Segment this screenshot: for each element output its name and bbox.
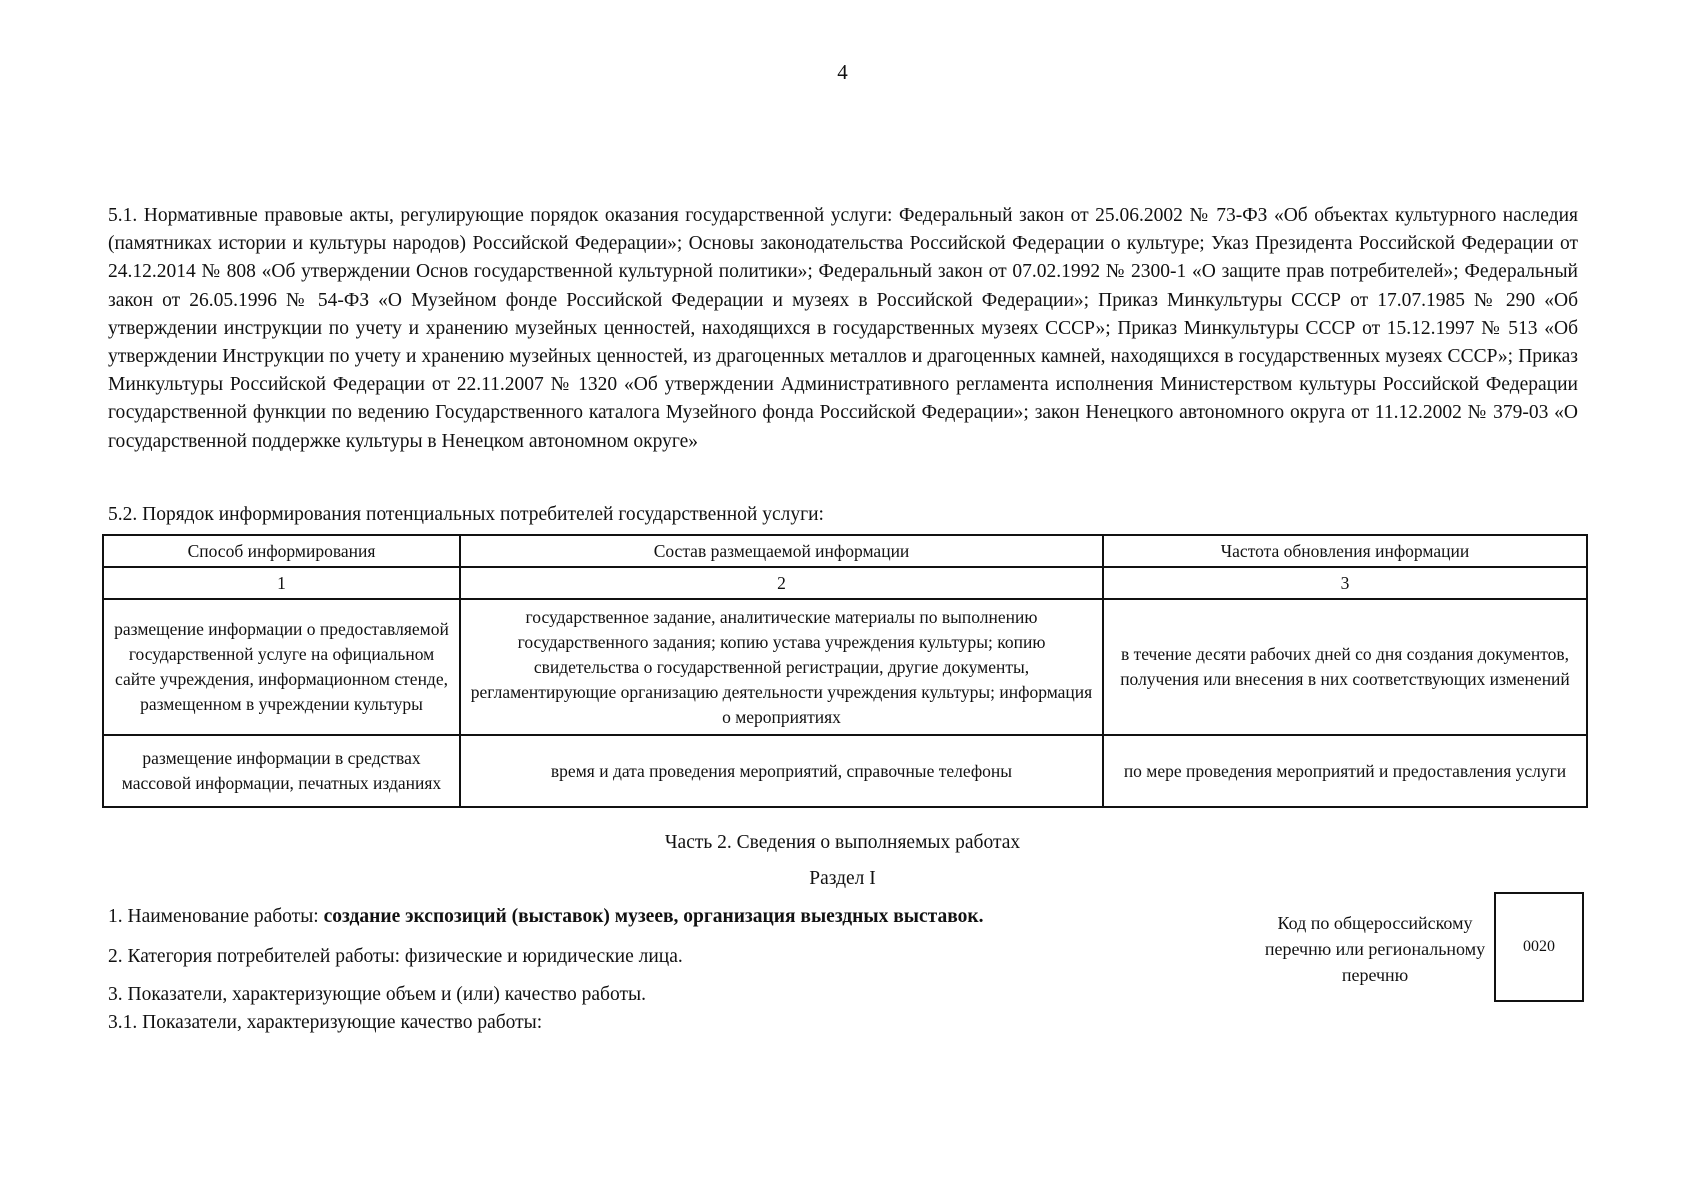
- consumer-category-line: 2. Категория потребителей работы: физические и юридические лица.: [108, 946, 683, 967]
- section-title: Раздел I: [809, 868, 876, 889]
- column-number: 3: [1103, 567, 1587, 599]
- informing-heading: 5.2. Порядок информирования потенциальных потребителей государственной услуги:: [108, 504, 824, 525]
- informing-table: [102, 534, 1588, 808]
- table-cell: в течение десяти рабочих дней со дня создания документов, получения или внесения в них соответствующих изменений: [1103, 599, 1587, 735]
- table-cell: размещение информации в средствах массовой информации, печатных изданиях: [103, 735, 460, 807]
- column-number: 1: [103, 567, 460, 599]
- work-name-line: [108, 906, 984, 928]
- header-method: Способ информирования: [103, 535, 460, 567]
- registry-code-box: [1494, 892, 1584, 1002]
- column-number: 2: [460, 567, 1103, 599]
- registry-code-value: 0020: [1523, 938, 1555, 955]
- header-frequency: Частота обновления информации: [1103, 535, 1587, 567]
- work-name-label: 1. Наименование работы:: [108, 906, 324, 927]
- table-cell: государственное задание, аналитические материалы по выполнению государственного задания; копию устава учреждения культуры; копию свидетельства о государственной регистрации, другие документы, регламентирующие организацию деятельности учреждения культуры; информация о мероприятиях: [460, 599, 1103, 735]
- indicators-line: 3. Показатели, характеризующие объем и (или) качество работы.: [108, 984, 646, 1005]
- table-cell: размещение информации о предоставляемой государственной услуге на официальном сайте учреждения, информационном стенде, размещенном в учреждении культуры: [103, 599, 460, 735]
- page-number: 4: [837, 60, 848, 84]
- work-name-value: создание экспозиций (выставок) музеев, организация выездных выставок.: [323, 906, 984, 927]
- registry-code-label: Код по общероссийскому перечню или региональному перечню: [1264, 913, 1486, 985]
- part-2-title: Часть 2. Сведения о выполняемых работах: [664, 832, 1021, 853]
- quality-indicators-line: 3.1. Показатели, характеризующие качество работы:: [108, 1012, 543, 1033]
- table-cell: время и дата проведения мероприятий, справочные телефоны: [460, 735, 1103, 807]
- table-header-row: [103, 535, 1587, 567]
- table-row: [103, 735, 1587, 807]
- legal-acts-paragraph: 5.1. Нормативные правовые акты, регулирующие порядок оказания государственной услуги: Федеральный закон от 25.06.2002 № 73-ФЗ «Об объектах культурного наследия (памятниках истории и культуры народов) Российской Федерации»; Основы законодательства Российской Федерации о культуре; Указ Президента Российской Федерации от 24.12.2014 № 808 «Об утверждении Основ государственной культурной политики»; Федеральный закон от 07.02.1992 № 2300-1 «О защите прав потребителей»; Федеральный закон от 26.05.1996 № 54-ФЗ «О Музейном фонде Российской Федерации и музеях в Российской Федерации»; Приказ Минкультуры СССР от 17.07.1985 № 290 «Об утверждении инструкции по учету и хранению музейных ценностей, находящихся в государственных музеях СССР»; Приказ Минкультуры СССР от 15.12.1997 № 513 «Об утверждении Инструкции по учету и хранению музейных ценностей, из драгоценных металлов и драгоценных камней, находящихся в государственных музеях СССР»; Приказ Минкультуры Российской Федерации от 22.11.2007 № 1320 «Об утверждении Административного регламента исполнения Министерством культуры Российской Федерации государственной функции по ведению Государственного каталога Музейного фонда Российской Федерации»; закон Ненецкого автономного округа от 11.12.2002 № 379-03 «О государственной поддержке культуры в Ненецком автономном округе»: [108, 205, 1578, 452]
- table-cell: по мере проведения мероприятий и предоставления услуги: [1103, 735, 1587, 807]
- header-content: Состав размещаемой информации: [460, 535, 1103, 567]
- table-row: [103, 599, 1587, 735]
- table-number-row: [103, 567, 1587, 599]
